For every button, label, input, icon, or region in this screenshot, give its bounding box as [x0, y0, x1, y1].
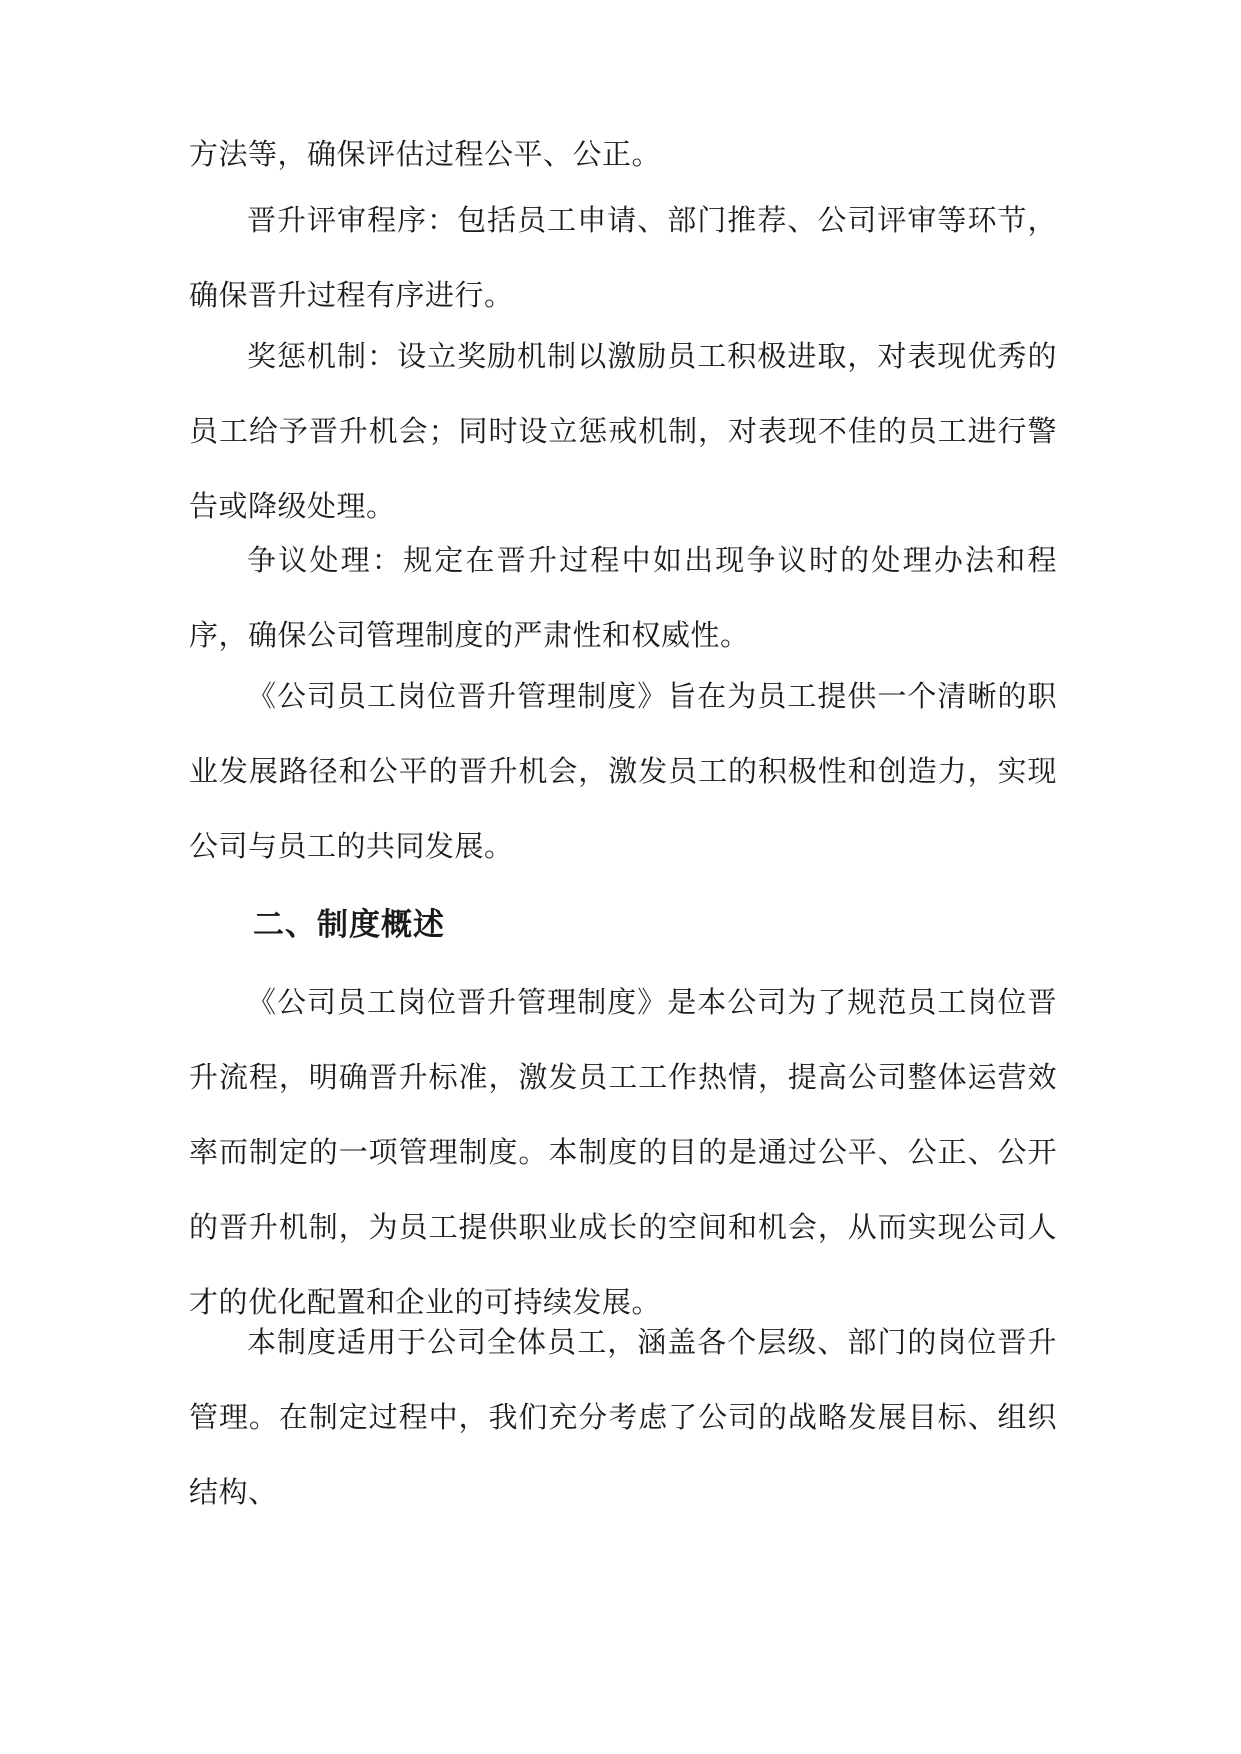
- paragraph-reward-punishment-mechanism: 奖惩机制：设立奖励机制以激励员工积极进取，对表现优秀的员工给予晋升机会；同时设立惩戒机制，对表现不佳的员工进行警告或降级处理。: [189, 339, 1057, 523]
- paragraph-promotion-review-procedure: 晋升评审程序：包括员工申请、部门推荐、公司评审等环节，确保晋升过程有序进行。: [189, 203, 1057, 312]
- section-heading: 二、制度概述: [253, 907, 445, 943]
- paragraph-evaluation-methods-continued: 方法等，确保评估过程公平、公正。: [189, 137, 662, 171]
- paragraph-policy-overview: 《公司员工岗位晋升管理制度》是本公司为了规范员工岗位晋升流程，明确晋升标准，激发员工工作热情，提高公司整体运营效率而制定的一项管理制度。本制度的目的是通过公平、公正、公开的晋升机制，为员工提供职业成长的空间和机会，从而实现公司人才的优化配置和企业的可持续发展。: [189, 985, 1057, 1319]
- paragraph-dispute-handling: 争议处理：规定在晋升过程中如出现争议时的处理办法和程序，确保公司管理制度的严肃性和权威性。: [189, 543, 1057, 652]
- paragraph-policy-scope: 本制度适用于公司全体员工，涵盖各个层级、部门的岗位晋升管理。在制定过程中，我们充分考虑了公司的战略发展目标、组织结构、: [189, 1325, 1057, 1509]
- paragraph-policy-purpose: 《公司员工岗位晋升管理制度》旨在为员工提供一个清晰的职业发展路径和公平的晋升机会，激发员工的积极性和创造力，实现公司与员工的共同发展。: [189, 679, 1057, 863]
